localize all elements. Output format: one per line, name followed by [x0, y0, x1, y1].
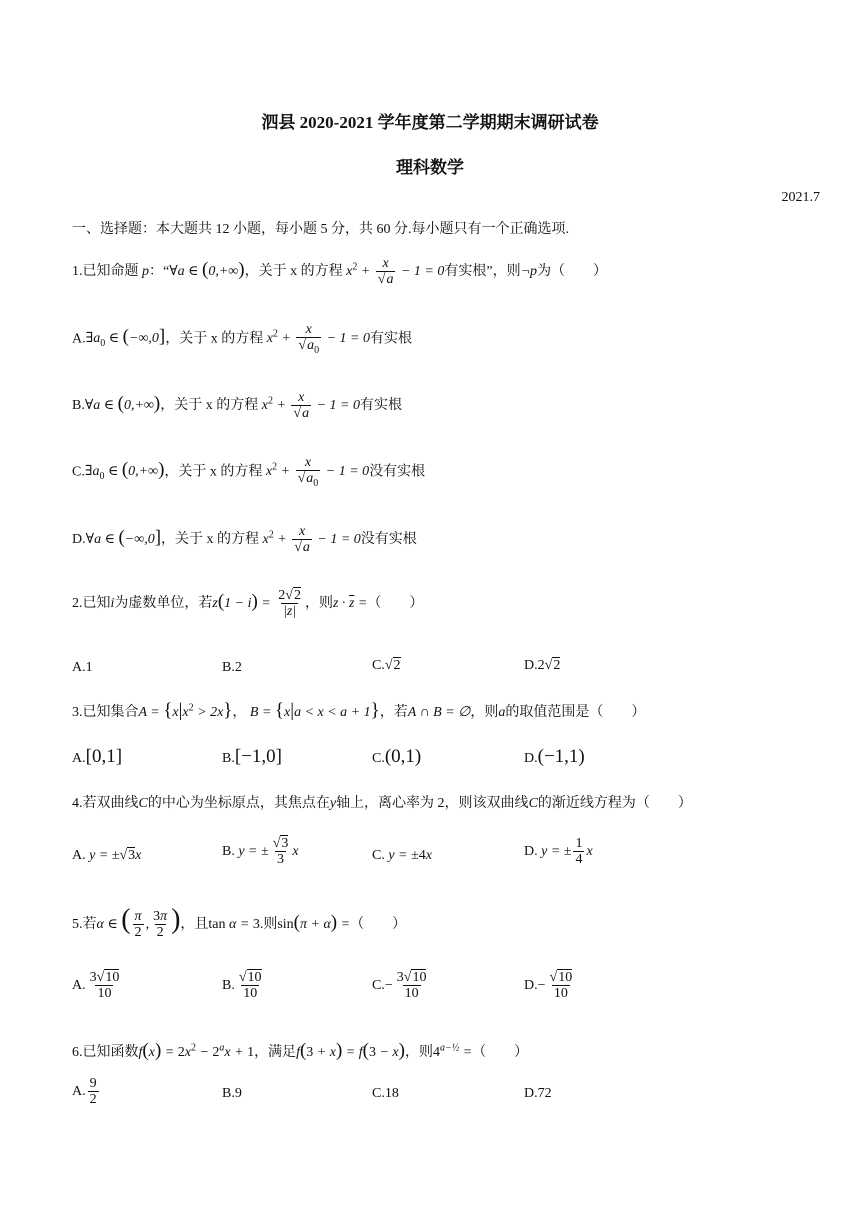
q3-option-d[interactable]: D.(−1,1) — [524, 746, 585, 767]
section-heading: 一、选择题：本大题共 12 小题，每小题 5 分，共 60 分.每小题只有一个正确选项. — [72, 222, 569, 237]
q4-option-d[interactable]: D. y = ± $\frac{1}{4}$ x — [524, 836, 593, 868]
question-1: 1.已知命题 p：“∀a ∈ (0,+∞)，关于 x 的方程 $x^2$ + $\frac{x}{√a}$ − 1 = 0有实根”，则¬p为（ ） — [72, 256, 608, 288]
q2-option-d[interactable]: D.2√2 — [524, 658, 561, 673]
q2-option-a[interactable]: A.1 — [72, 660, 93, 675]
q1-proposition: p — [142, 264, 149, 280]
q1-equation: $x^2$ + $\frac{x}{√a}$ − 1 = 0 — [346, 256, 445, 288]
q3-option-c[interactable]: C.(0,1) — [372, 746, 422, 767]
q2-option-b[interactable]: B.2 — [222, 660, 242, 675]
question-5: 5.若α ∈ ( $\frac{\pi}{2}$ , $\frac{3\pi}{2}$ )，且tan α = 3.则sin(π + α) =（ ） — [72, 904, 407, 941]
q4-option-a[interactable]: A. y = ±√3x — [72, 848, 142, 863]
q6-option-d[interactable]: D.72 — [524, 1086, 552, 1101]
q3-option-a[interactable]: A.[0,1] — [72, 746, 123, 767]
q4-option-b[interactable]: B. y = ± $\frac{√3}{3}$ x — [222, 836, 299, 868]
question-4: 4.若双曲线C的中心为坐标原点，其焦点在y轴上，离心率为 2，则该双曲线C的渐近线方程为（ ） — [72, 796, 692, 811]
page-subtitle: 理科数学 — [396, 158, 464, 177]
question-2: 2.已知i为虚数单位，若z(1 − i) = $\frac{2√2}{|z|}$ ，则$z \cdot \overline{z}$ =（ ） — [72, 588, 424, 620]
q6-option-a[interactable]: A. $\frac{9}{2}$ — [72, 1076, 97, 1108]
q5-option-b[interactable]: B. $\frac{√10}{10}$ — [222, 970, 262, 1002]
q6-option-c[interactable]: C.18 — [372, 1086, 399, 1101]
q4-option-c[interactable]: C. y = ±4x — [372, 848, 432, 863]
q1-option-a[interactable]: $A.\exists a_0$ ∈ (−∞,0]，关于 x 的方程 $x^2$ + $\frac{x}{√a_0}$ − 1 = 0有实根 — [72, 322, 412, 357]
q6-option-b[interactable]: B.9 — [222, 1086, 242, 1101]
exam-date: 2021.7 — [781, 190, 820, 205]
q5-option-c[interactable]: C.− $\frac{3√10}{10}$ — [372, 970, 427, 1002]
q1-prefix: 1.已知命题 — [72, 264, 139, 280]
question-3: 3.已知集合$A = \{x|x^2 > 2x\}$， B = {x|a < x < a + 1}，若A ∩ B = ∅，则a的取值范围是（ ） — [72, 700, 646, 721]
q2-option-c[interactable]: C.√2 — [372, 658, 401, 673]
q1-option-d[interactable]: D.∀a ∈ (−∞,0]，关于 x 的方程 $x^2$ + $\frac{x}{√a}$ − 1 = 0没有实根 — [72, 524, 417, 556]
q5-option-a[interactable]: A. $\frac{3√10}{10}$ — [72, 970, 120, 1002]
q1-option-b[interactable]: B.∀a ∈ (0,+∞)，关于 x 的方程 $x^2$ + $\frac{x}{√a}$ − 1 = 0有实根 — [72, 390, 403, 422]
page-title: 泗县 2020-2021 学年度第二学期期末调研试卷 — [261, 113, 599, 132]
q1-quantifier: ∀a ∈ (0,+∞) — [169, 259, 245, 281]
q5-option-d[interactable]: D.− $\frac{√10}{10}$ — [524, 970, 573, 1002]
question-6: 6.已知函数$f(x) = 2x^2 - 2^ax + 1$，满足f(3 + x) = f(3 − x)，则$4^{a-\frac{1}{2}}$ =（ ） — [72, 1040, 529, 1061]
q3-option-b[interactable]: B.[−1,0] — [222, 746, 282, 767]
q1-option-c[interactable]: $C.\exists a_0$ ∈ (0,+∞)，关于 x 的方程 $x^2$ + $\frac{x}{√a_0}$ − 1 = 0没有实根 — [72, 455, 426, 490]
